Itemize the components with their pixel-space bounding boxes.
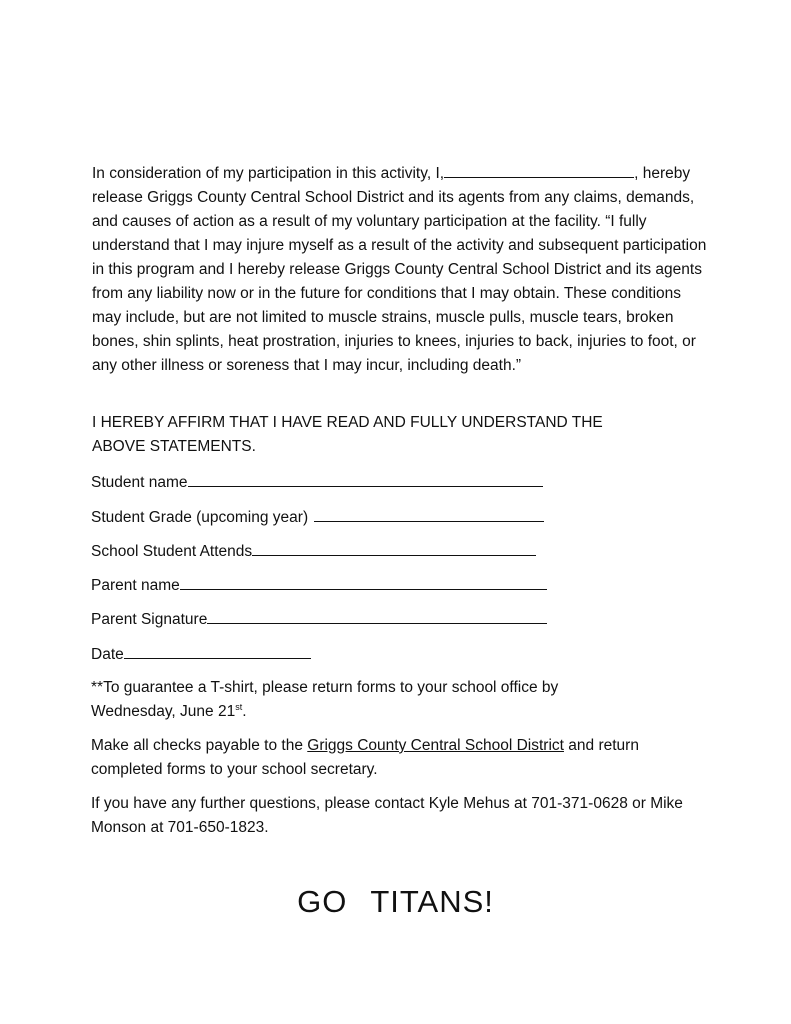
school-field <box>91 541 536 562</box>
waiver-body: hereby release Griggs County Central School District and its agents from any claims, demands, and causes of action as a result of my voluntary participation at the facility. “I fully understand that I may injure myself as a result of the activity and subsequent participation in this program and I hereby release Griggs County Central School District and its agents from any liability now or in the future for conditions that I may obtain. These conditions may include, but are not limited to muscle strains, muscle pulls, muscle tears, broken bones, shin splints, heat prostration, injuries to knees, injuries to back, injuries to foot, or any other illness or soreness that I may incur, including death.” <box>92 165 707 374</box>
tshirt-note-end: . <box>242 703 247 720</box>
checks-payee: Griggs County Central School District <box>307 737 564 754</box>
tshirt-note <box>91 676 631 724</box>
student-grade-line[interactable] <box>314 507 544 522</box>
student-name-line[interactable] <box>188 472 543 487</box>
student-grade-label: Student Grade (upcoming year) <box>91 509 309 526</box>
affirmation-statement: I HEREBY AFFIRM THAT I HAVE READ AND FULLY UNDERSTAND THE ABOVE STATEMENTS. <box>92 414 603 455</box>
student-name-field <box>91 472 543 493</box>
parent-signature-label: Parent Signature <box>91 611 208 628</box>
date-field <box>91 644 311 665</box>
date-label: Date <box>91 646 124 663</box>
go-titans-heading: GO TITANS! <box>297 884 494 919</box>
parent-name-label: Parent name <box>91 577 180 594</box>
waiver-intro: In consideration of my participation in this activity, I, <box>92 165 445 182</box>
parent-name-field <box>91 575 547 596</box>
participant-name-blank[interactable] <box>444 162 634 178</box>
checks-note-before: Make all checks payable to the <box>91 737 308 754</box>
checks-note <box>91 734 691 782</box>
student-grade-field <box>91 507 544 528</box>
school-line[interactable] <box>252 541 536 556</box>
tshirt-note-suffix: st <box>235 701 243 712</box>
school-label: School Student Attends <box>91 543 253 560</box>
contact-note: If you have any further questions, please contact Kyle Mehus at 701-371-0628 or Mike Monson at 701-650-1823. <box>91 795 683 836</box>
waiver-paragraph <box>92 162 707 378</box>
tshirt-note-text: **To guarantee a T-shirt, please return forms to your school office by Wednesday, June 21 <box>91 679 559 720</box>
parent-signature-line[interactable] <box>207 609 547 624</box>
parent-signature-field <box>91 609 547 630</box>
student-name-label: Student name <box>91 474 188 491</box>
parent-name-line[interactable] <box>180 575 547 590</box>
waiver-comma: , <box>634 165 639 182</box>
date-line[interactable] <box>124 644 311 659</box>
checks-note-after: and return completed forms to your school secretary. <box>91 737 639 778</box>
